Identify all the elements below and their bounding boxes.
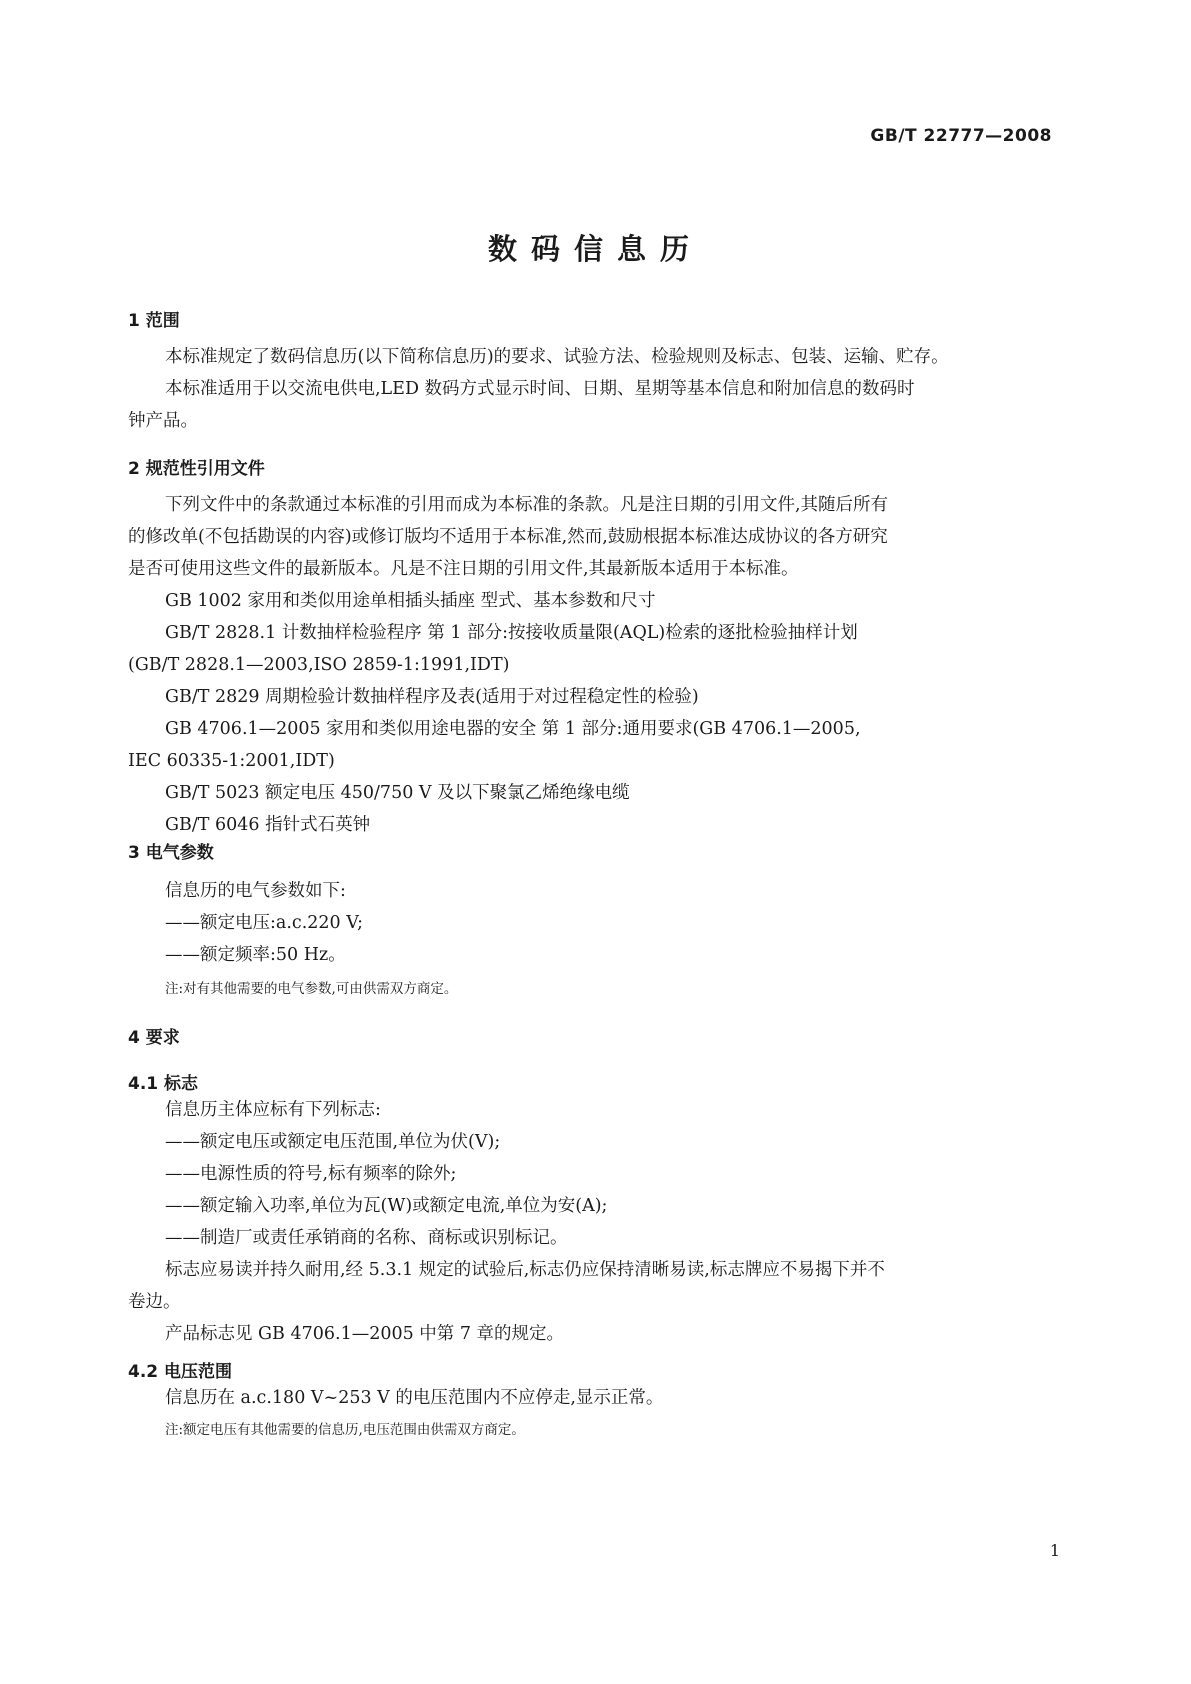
section-4-1-item-1: ——额定电压或额定电压范围,单位为伏(V);: [165, 1132, 501, 1152]
section-4-1-item-2: ——电源性质的符号,标有频率的除外;: [165, 1164, 457, 1184]
section-4-1-intro: 信息历主体应标有下列标志:: [165, 1100, 381, 1120]
section-4-2-note: 注:额定电压有其他需要的信息历,电压范围由供需双方商定。: [165, 1422, 525, 1438]
section-4-1-paragraph-line-1: 标志应易读并持久耐用,经 5.3.1 规定的试验后,标志仍应保持清晰易读,标志牌应不易揭下并不: [165, 1260, 885, 1280]
section-3-intro: 信息历的电气参数如下:: [165, 881, 346, 901]
section-2-paragraph-line-3: 是否可使用这些文件的最新版本。凡是不注日期的引用文件,其最新版本适用于本标准。: [128, 559, 799, 579]
reference-gb-4706-line-2: IEC 60335-1:2001,IDT): [128, 751, 335, 771]
section-1-paragraph-2-line-1: 本标准适用于以交流电供电,LED 数码方式显示时间、日期、星期等基本信息和附加信息的数码时: [165, 379, 915, 399]
section-3-heading: 3 电气参数: [128, 843, 214, 863]
reference-gbt-2829: GB/T 2829 周期检验计数抽样程序及表(适用于对过程稳定性的检验): [165, 687, 699, 707]
section-3-note: 注:对有其他需要的电气参数,可由供需双方商定。: [165, 981, 458, 997]
reference-gbt-2828-line-1: GB/T 2828.1 计数抽样检验程序 第 1 部分:按接收质量限(AQL)检索的逐批检验抽样计划: [165, 623, 858, 643]
section-2-heading: 2 规范性引用文件: [128, 459, 265, 479]
section-4-heading: 4 要求: [128, 1028, 180, 1048]
page-number: 1: [1049, 1541, 1060, 1560]
section-4-1-item-4: ——制造厂或责任承销商的名称、商标或识别标记。: [165, 1228, 568, 1248]
section-4-1-paragraph-2: 产品标志见 GB 4706.1—2005 中第 7 章的规定。: [165, 1324, 565, 1344]
section-3-item-voltage: ——额定电压:a.c.220 V;: [165, 913, 363, 933]
section-4-1-item-3: ——额定输入功率,单位为瓦(W)或额定电流,单位为安(A);: [165, 1196, 608, 1216]
section-4-2-heading: 4.2 电压范围: [128, 1362, 233, 1382]
reference-gbt-2828-line-2: (GB/T 2828.1—2003,ISO 2859-1:1991,IDT): [128, 655, 510, 675]
section-1-heading: 1 范围: [128, 311, 180, 331]
reference-gbt-5023: GB/T 5023 额定电压 450/750 V 及以下聚氯乙烯绝缘电缆: [165, 783, 630, 803]
standard-number: GB/T 22777—2008: [870, 126, 1052, 146]
section-4-1-paragraph-line-2: 卷边。: [128, 1292, 181, 1312]
reference-gb-1002: GB 1002 家用和类似用途单相插头插座 型式、基本参数和尺寸: [165, 591, 656, 611]
section-3-item-frequency: ——额定频率:50 Hz。: [165, 945, 346, 965]
section-2-paragraph-line-2: 的修改单(不包括勘误的内容)或修订版均不适用于本标准,然而,鼓励根据本标准达成协议的各方研究: [128, 527, 888, 547]
section-1-paragraph-1: 本标准规定了数码信息历(以下简称信息历)的要求、试验方法、检验规则及标志、包装、运输、贮存。: [165, 347, 949, 367]
reference-gb-4706-line-1: GB 4706.1—2005 家用和类似用途电器的安全 第 1 部分:通用要求(GB 4706.1—2005,: [165, 719, 861, 739]
section-1-paragraph-2-line-2: 钟产品。: [128, 411, 198, 431]
section-4-2-paragraph: 信息历在 a.c.180 V~253 V 的电压范围内不应停走,显示正常。: [165, 1388, 664, 1408]
section-4-1-heading: 4.1 标志: [128, 1074, 199, 1094]
document-title: 数码信息历: [487, 232, 703, 266]
reference-gbt-6046: GB/T 6046 指针式石英钟: [165, 815, 371, 835]
section-2-paragraph-line-1: 下列文件中的条款通过本标准的引用而成为本标准的条款。凡是注日期的引用文件,其随后所有: [165, 495, 889, 515]
